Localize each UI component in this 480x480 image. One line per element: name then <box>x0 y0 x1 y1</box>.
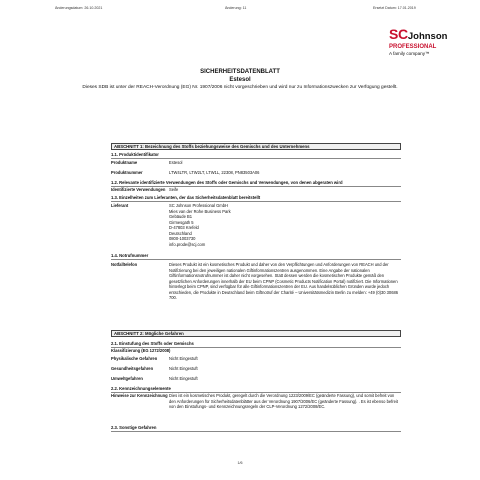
product-title: Estesol <box>229 77 251 83</box>
subsection-2-3: 2.3. Sonstige Gefahren <box>111 425 401 432</box>
classification-heading: Klassifizierung (EG 1272/2008) <box>111 348 171 353</box>
subsection-2-1: 2.1. Einstufung des Stoffs oder Gemischs <box>111 341 401 348</box>
subsection-1-4: 1.4. Notrufnummer <box>111 253 401 260</box>
supplier-address: SC Johnson Professional GmbH Mies van der Rohe Business Park Gebäude B1 Girmesgath 5 D-47803 Krefeld Deutschland 0800-1003730 info.prode@scj.com <box>169 203 231 247</box>
revision-date: Änderungsdatum: 26.10.2021 <box>55 6 103 10</box>
section-1-heading: ABSCHNITT 1: Bezeichnung des Stoffs beziehungsweise des Gemischs und des Unternehmens <box>111 143 401 150</box>
sds-page: Änderungsdatum: 26.10.2021 Änderung: 11 Ersetzt Datum: 17.01.2019 SCJohnson PROFESSIONAL A family company™ SICHERHEITSDATENBLATT Estesol Dieses SDB ist unter der REACH-Verordnung (EG) Nr. 1907/2006 nicht vorgeschrieben und wird nur zu Informationszwecken zur Verfügung gestellt. ABSCHNITT 1: Bezeichnung des Stoffs beziehungsweise des Gemischs und des Unternehmens 1.1. Produktidentifikator Produktname Estesol Produktnummer LTW4LTR, LTW2LT, LTW1L, 22308, PN83503A06 1.2. Relevante identifizierte Verwendungen des Stoffs oder Gemischs und Verwendungen, von denen abgeraten wird Identifizierte Verwendungen Seife 1.3. Einzelheiten zum Lieferanten, der das Sicherheitsdatenblatt bereitstellt Lieferant SC Johnson Professional GmbH Mies van der Rohe Business Park Gebäude B1 Girmesgath 5 D-47803 Krefeld Deutschland 0800-1003730 info.prode@scj.com 1.4. Notrufnummer Notfalltelefon Dieses Produkt ist ein kosmetisches Produkt und daher von den Verpflichtungen und Anforderungen von REACH und der Notifizierung bei den jeweiligen nationalen Giftinformationszentren ausgenommen. Eine Angabe der nationalen Giftinformationsnotrufnummer ist daher nicht vorgesehen. Statt dessen werden die kosmetischen Produkte gemäß den gesetzlichen Anforderungen innerhalb der EU beim CPNP (Cosmetic Products Notification Portal) notifiziert. Die Informationen hinterlegt beim CPNP, sind verfügbar für alle Giftinformationszentren der EU. Aus handelsüblichen Gründen wurde jedoch entschieden, die Produkte in Deutschland beim Giftnotruf der Charité – Universitätsmedizin Berlin zu melden: +49 (0)30 30686 700. ABSCHNITT 2: Mögliche Gefahren 2.1. Einstufung des Stoffs oder Gemischs Klassifizierung (EG 1272/2008) Physikalische Gefahren Nicht Eingestuft Gesundheitsgefahren Nicht Eingestuft Umweltgefahren Nicht Eingestuft 2.2. Kennzeichnungselemente Hinweise zur Kennzeichnung Dies ist ein kosmetisches Produkt, geregelt durch die Verordnung 1223/2009/EC (geänderte Fassung), und somit befreit von den Anforderungen für Sicherheitsdatenblätter aus der Verordnung 1907/2006/EC (geänderte Fassung). . Es ist ebenso befreit von den Einstufungs- und Kennzeichnungsregeln der CLP-Verordnung 1272/2008/EC. 2.3. Sonstige Gefahren 1/6 <box>0 0 480 480</box>
revision-number: Änderung: 11 <box>225 6 247 10</box>
replaced-date: Ersetzt Datum: 17.01.2019 <box>373 6 416 10</box>
scjohnson-logo: SCJohnson PROFESSIONAL A family company™ <box>389 26 448 56</box>
subsection-1-2: 1.2. Relevante identifizierte Verwendungen des Stoffs oder Gemischs und Verwendungen, von denen abgeraten wird <box>111 180 401 187</box>
document-title: SICHERHEITSDATENBLATT <box>200 69 280 75</box>
section-2-heading: ABSCHNITT 2: Mögliche Gefahren <box>111 330 401 337</box>
subsection-1-3: 1.3. Einzelheiten zum Lieferanten, der das Sicherheitsdatenblatt bereitstellt <box>111 195 401 202</box>
page-number: 1/6 <box>237 461 243 465</box>
intro-text: Dieses SDB ist unter der REACH-Verordnung (EG) Nr. 1907/2006 nicht vorgeschrieben und wird nur zu Informationszwecken zur Verfügung gestellt. <box>82 85 398 90</box>
subsection-1-1: 1.1. Produktidentifikator <box>111 152 401 159</box>
subsection-2-2: 2.2. Kennzeichnungselemente <box>111 386 401 393</box>
title-block <box>60 68 420 91</box>
